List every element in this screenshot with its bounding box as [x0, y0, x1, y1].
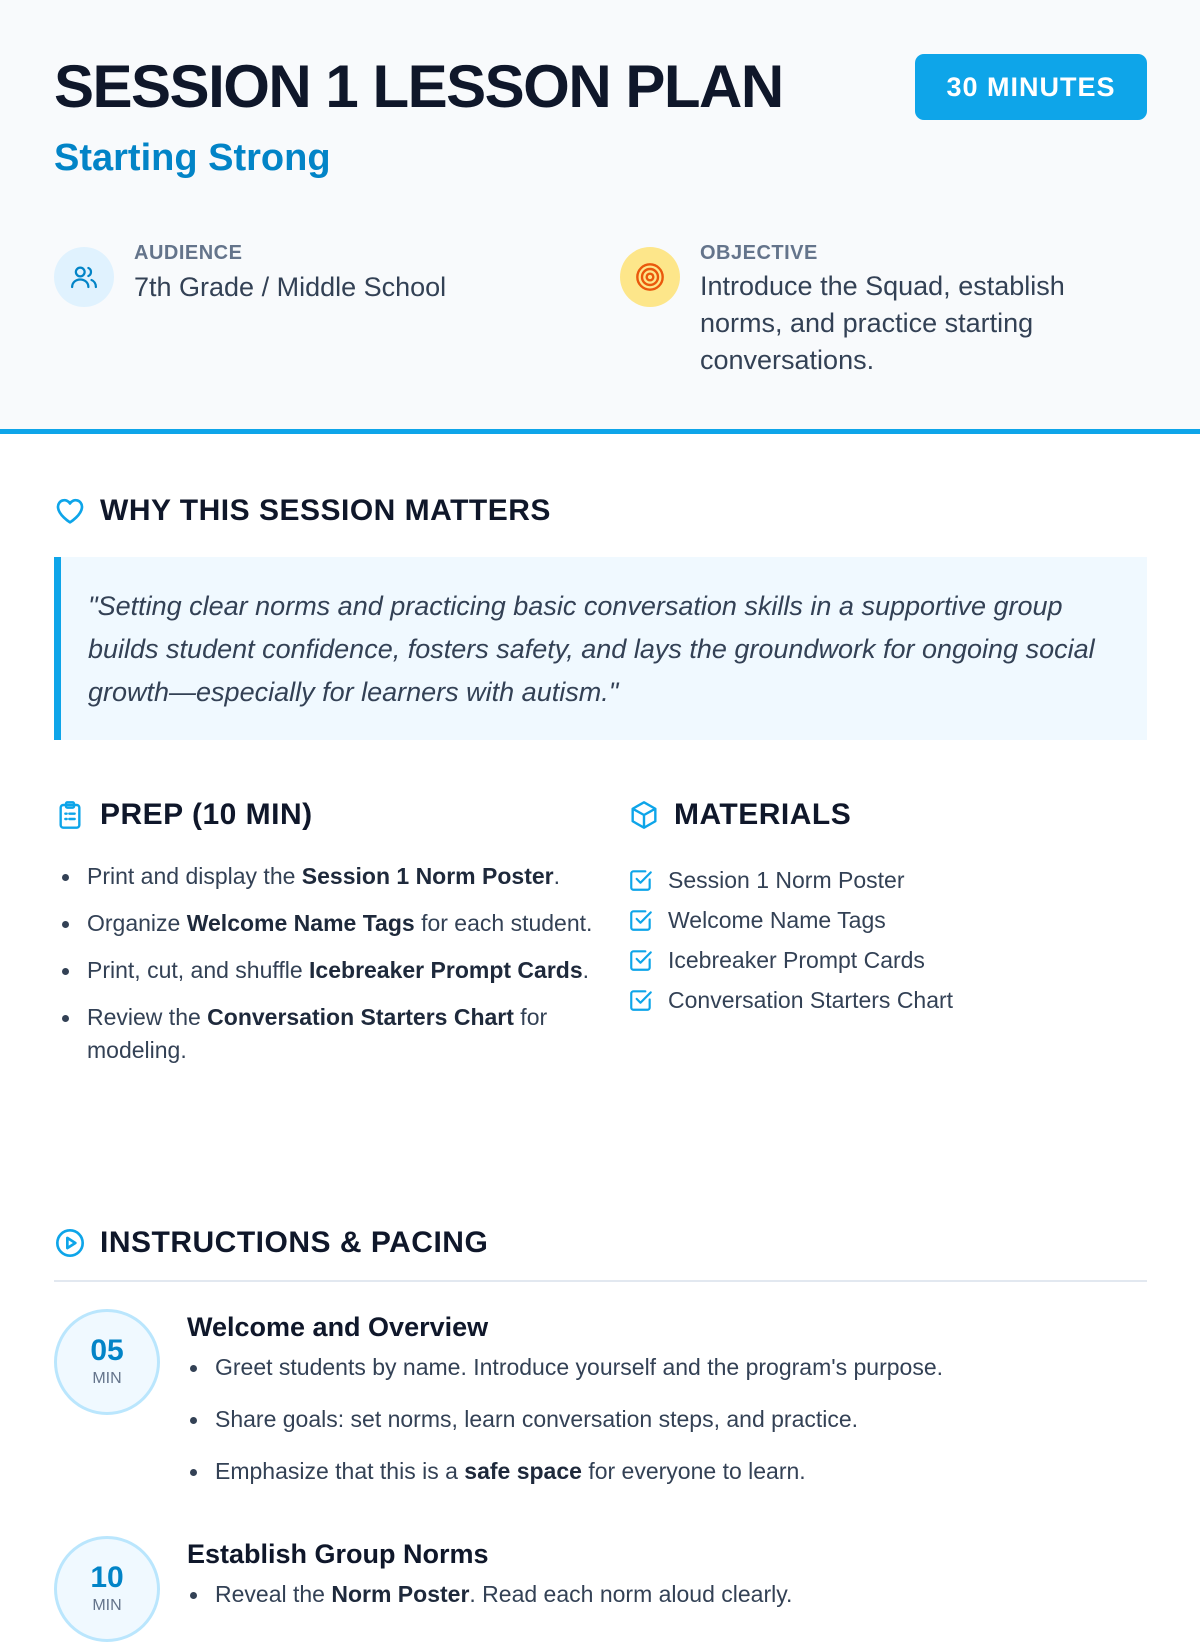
clipboard-icon: [54, 799, 86, 831]
step-list: [187, 1351, 1147, 1507]
page-title: SESSION 1 LESSON PLAN: [54, 53, 783, 120]
step-list: [187, 1578, 1147, 1630]
checkbox-checked-icon: [628, 947, 654, 973]
list-item: Share goals: set norms, learn conversation steps, and practice.: [187, 1403, 1147, 1436]
duration-badge: 30 MINUTES: [915, 54, 1147, 120]
step-unit: MIN: [92, 1370, 122, 1387]
section-instructions-heading: [54, 1226, 488, 1260]
material-item: Icebreaker Prompt Cards: [628, 940, 953, 980]
why-quote: "Setting clear norms and practicing basic conversation skills in a supportive group builds student confidence, fosters safety, and lays the groundwork for ongoing social growth—especially for learners with autism.": [88, 591, 1095, 707]
objective-label: OBJECTIVE: [700, 242, 818, 264]
list-item: Reveal the Norm Poster. Read each norm aloud clearly.: [187, 1578, 1147, 1611]
box-icon: [628, 799, 660, 831]
why-quote-box: [54, 557, 1147, 740]
pacing-step: [54, 1536, 1147, 1614]
heart-icon: [54, 495, 86, 527]
list-item: Print, cut, and shuffle Icebreaker Prompt Cards.: [54, 954, 594, 987]
step-duration-circle: [54, 1536, 160, 1642]
checkbox-checked-icon: [628, 867, 654, 893]
material-item: Session 1 Norm Poster: [628, 860, 953, 900]
users-icon: [54, 247, 114, 307]
section-materials-title: MATERIALS: [674, 798, 852, 831]
step-title: Welcome and Overview: [187, 1312, 489, 1342]
material-item: Welcome Name Tags: [628, 900, 953, 940]
list-item: Greet students by name. Introduce yourself and the program's purpose.: [187, 1351, 1147, 1384]
list-item: Print and display the Session 1 Norm Poster.: [54, 860, 594, 893]
audience-label: AUDIENCE: [134, 242, 243, 264]
material-item: Conversation Starters Chart: [628, 980, 953, 1020]
checkbox-checked-icon: [628, 907, 654, 933]
list-item: Organize Welcome Name Tags for each student.: [54, 907, 594, 940]
section-materials-heading: [628, 798, 851, 832]
audience-value: 7th Grade / Middle School: [134, 272, 447, 302]
section-why-heading: [54, 494, 551, 528]
materials-list: [628, 860, 953, 1020]
section-prep-title: PREP (10 MIN): [100, 798, 313, 831]
page-subtitle: Starting Strong: [54, 137, 331, 179]
list-item: Emphasize that this is a safe space for everyone to learn.: [187, 1455, 1147, 1488]
section-divider: [54, 1280, 1147, 1282]
list-item: Review the Conversation Starters Chart for modeling.: [54, 1001, 594, 1067]
target-icon: [620, 247, 680, 307]
pacing-step: [54, 1309, 1147, 1509]
checkbox-checked-icon: [628, 987, 654, 1013]
objective-value: Introduce the Squad, establish norms, and practice starting conversations.: [700, 271, 1065, 375]
step-unit: MIN: [92, 1597, 122, 1614]
play-circle-icon: [54, 1227, 86, 1259]
section-why-title: WHY THIS SESSION MATTERS: [100, 494, 551, 527]
prep-list: [54, 860, 594, 1081]
section-prep-heading: [54, 798, 313, 832]
step-minutes: 05: [90, 1334, 124, 1367]
section-instructions-title: INSTRUCTIONS & PACING: [100, 1226, 489, 1259]
lesson-header: [0, 0, 1200, 434]
step-minutes: 10: [90, 1561, 124, 1594]
step-duration-circle: [54, 1309, 160, 1415]
step-title: Establish Group Norms: [187, 1539, 489, 1569]
